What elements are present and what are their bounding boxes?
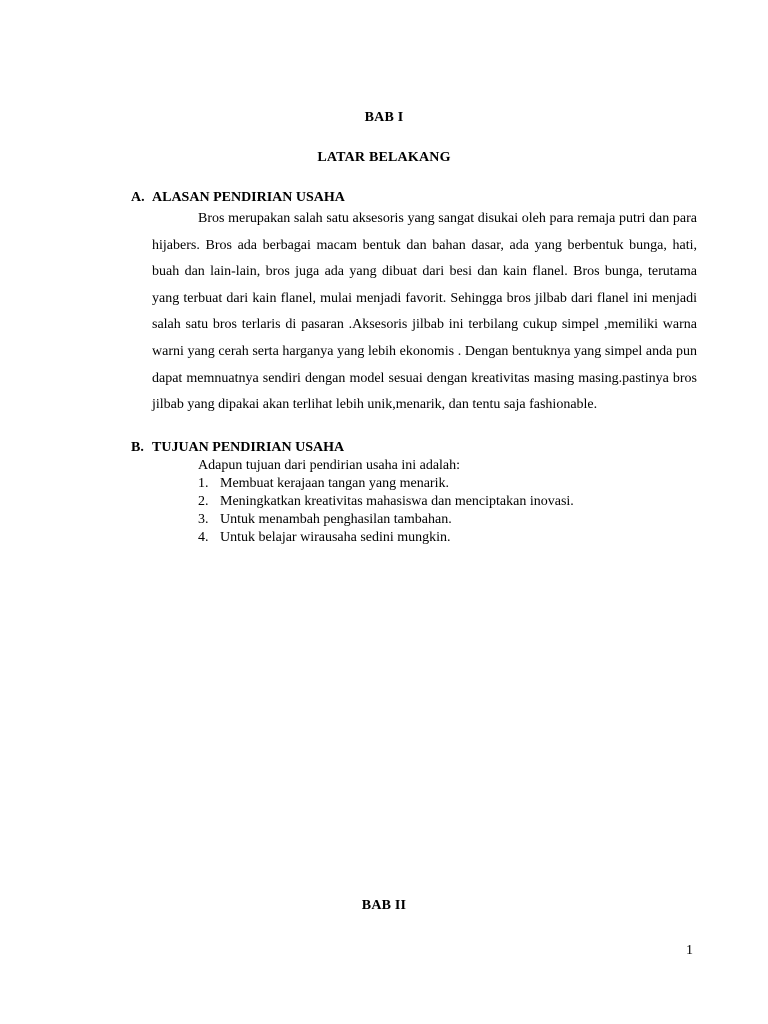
list-item-number: 1. (198, 476, 209, 491)
section-a-heading (131, 190, 345, 206)
list-item-text: Membuat kerajaan tangan yang menarik. (220, 476, 449, 491)
list-item (198, 475, 574, 493)
page-number: 1 (686, 943, 693, 958)
chapter-1-title: LATAR BELAKANG (317, 150, 451, 165)
section-a-paragraph: Bros merupakan salah satu aksesoris yang sangat disukai oleh para remaja putri dan para hijabers. Bros ada berbagai macam bentuk dan bahan dasar, ada yang berbentuk bunga, hati, buah dan lain-lain, bros juga ada yang dibuat dari besi dan kain flanel. Bros bunga, terutama yang terbuat dari kain flanel, mulai menjadi favorit. Sehingga bros jilbab dari flanel ini menjadi salah satu bros terlaris di pasaran .Aksesoris jilbab ini terbilang cukup simpel ,memiliki warna warni yang cerah serta harganya yang lebih ekonomis . Dengan bentuknya yang simpel anda pun dapat memnuatnya sendiri dengan model sesuai dengan kreativitas masing masing.pastinya bros jilbab yang dipakai akan terlihat lebih unik,menarik, dan tentu saja fashionable. (152, 211, 697, 413)
section-a-marker: A. (131, 190, 145, 205)
chapter-2-label: BAB II (361, 898, 407, 913)
list-item-text: Meningkatkan kreativitas mahasiswa dan menciptakan inovasi. (220, 494, 574, 509)
list-item-number: 4. (198, 530, 209, 545)
list-item (198, 529, 574, 547)
list-item (198, 493, 574, 511)
list-item-text: Untuk menambah penghasilan tambahan. (220, 512, 452, 527)
objectives-list (198, 475, 574, 547)
section-b-title: TUJUAN PENDIRIAN USAHA (152, 440, 345, 455)
section-b-intro: Adapun tujuan dari pendirian usaha ini adalah: (198, 458, 461, 473)
list-item-text: Untuk belajar wirausaha sedini mungkin. (220, 530, 451, 545)
section-b-heading (131, 440, 344, 456)
list-item-number: 2. (198, 494, 209, 509)
list-item (198, 511, 574, 529)
chapter-1-label: BAB I (364, 110, 404, 125)
section-a-title: ALASAN PENDIRIAN USAHA (152, 190, 345, 205)
section-b-marker: B. (131, 440, 144, 455)
list-item-number: 3. (198, 512, 209, 527)
